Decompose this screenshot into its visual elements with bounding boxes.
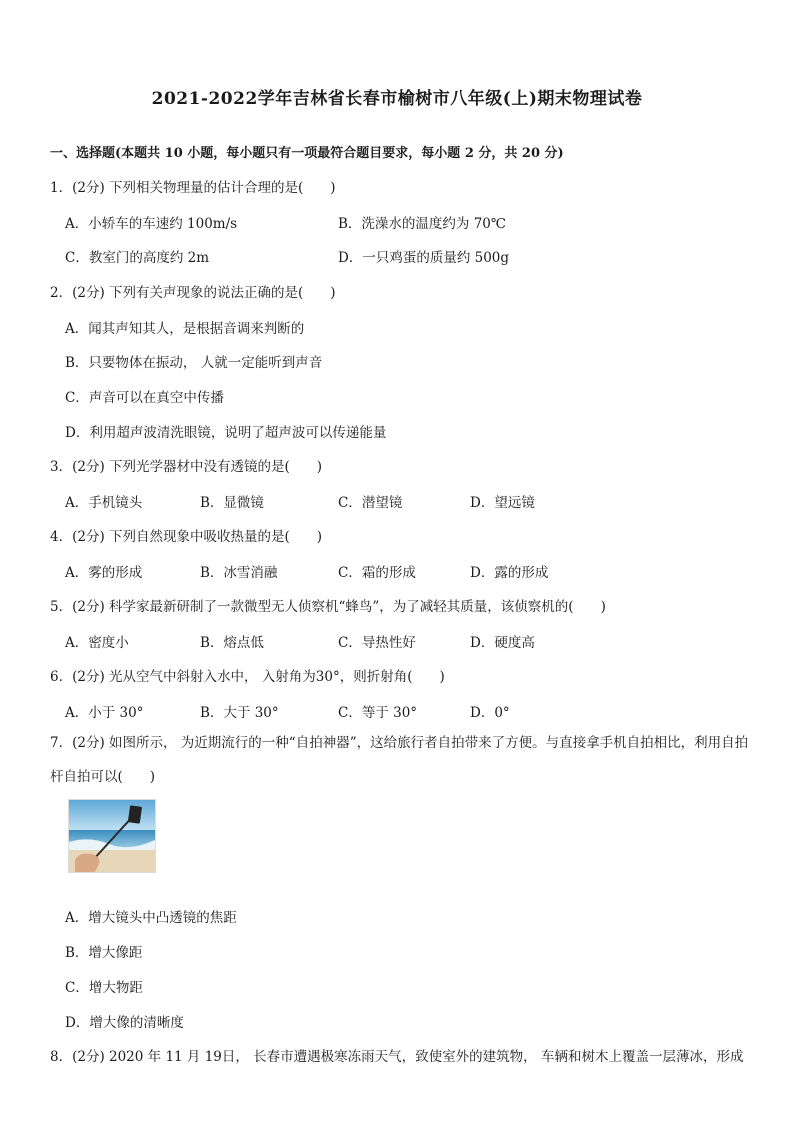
section-heading: 一、选择题(本题共 10 小题，每小题只有一项最符合题目要求，每小题 2 分，共 20 分) (50, 146, 564, 161)
question-1-option-b: B．洗澡水的温度约为 70℃ (338, 216, 506, 232)
question-7-option-b: B．增大像距 (65, 945, 143, 961)
selfie-stick-image (68, 799, 156, 873)
question-3-option-c: C．潜望镜 (338, 495, 403, 511)
question-7-option-d: D．增大像的清晰度 (65, 1015, 184, 1031)
question-4-option-a: A．雾的形成 (65, 565, 143, 581)
question-1-option-d: D．一只鸡蛋的质量约 500g (338, 250, 510, 266)
question-5-option-c: C．导热性好 (338, 635, 416, 651)
question-3-option-b: B．显微镜 (200, 495, 264, 511)
page-title: 2021-2022学年吉林省长春市榆树市八年级(上)期末物理试卷 (151, 89, 643, 109)
question-5-option-b: B．熔点低 (200, 635, 264, 651)
question-7-option-a: A．增大镜头中凸透镜的焦距 (65, 910, 237, 926)
question-1-option-c: C．教室门的高度约 2m (65, 250, 210, 266)
question-5-option-a: A．密度小 (65, 635, 129, 651)
question-2-option-d: D．利用超声波清洗眼镜，说明了超声波可以传递能量 (65, 425, 387, 441)
question-1-option-a: A．小轿车的车速约 100m/s (65, 216, 238, 232)
question-8-stem: 8．(2分) 2020 年 11 月 19日， 长春市遭遇极寒冻雨天气，致使室外的建筑物， 车辆和树木上覆盖一层薄冰，形成 (50, 1049, 744, 1065)
question-4-option-b: B．冰雪消融 (200, 565, 278, 581)
question-2-option-a: A．闻其声知其人，是根据音调来判断的 (65, 321, 305, 337)
question-3-option-a: A．手机镜头 (65, 495, 143, 511)
question-2-option-b: B．只要物体在振动， 人就一定能听到声音 (65, 355, 323, 371)
question-6-option-c: C．等于 30° (338, 705, 418, 721)
question-2-stem: 2．(2分) 下列有关声现象的说法正确的是( ) (50, 285, 336, 301)
question-4-option-c: C．霜的形成 (338, 565, 416, 581)
question-2-option-c: C．声音可以在真空中传播 (65, 390, 224, 406)
question-6-option-d: D．0° (470, 705, 510, 721)
question-4-stem: 4．(2分) 下列自然现象中吸收热量的是( ) (50, 529, 323, 545)
question-7-stem: 7．(2分) 如图所示， 为近期流行的一种“自拍神器”，这给旅行者自拍带来了方便。与直接拿手机自拍相比，利用自拍杆自拍可以( ) (50, 735, 749, 785)
question-5-stem: 5．(2分) 科学家最新研制了一款微型无人侦察机“蜂鸟”，为了减轻其质量，该侦察机的( ) (50, 599, 606, 615)
question-7-option-c: C．增大物距 (65, 980, 143, 996)
question-1-stem: 1．(2分) 下列相关物理量的估计合理的是( ) (50, 180, 336, 196)
question-6-option-b: B．大于 30° (200, 705, 279, 721)
selfie-stick-illustration (69, 800, 155, 872)
question-3-option-d: D．望远镜 (470, 495, 535, 511)
question-3-stem: 3．(2分) 下列光学器材中没有透镜的是( ) (50, 459, 323, 475)
question-6-stem: 6．(2分) 光从空气中斜射入水中， 入射角为30°，则折射角( ) (50, 669, 445, 685)
question-4-option-d: D．露的形成 (470, 565, 549, 581)
question-5-option-d: D．硬度高 (470, 635, 535, 651)
question-6-option-a: A．小于 30° (65, 705, 144, 721)
